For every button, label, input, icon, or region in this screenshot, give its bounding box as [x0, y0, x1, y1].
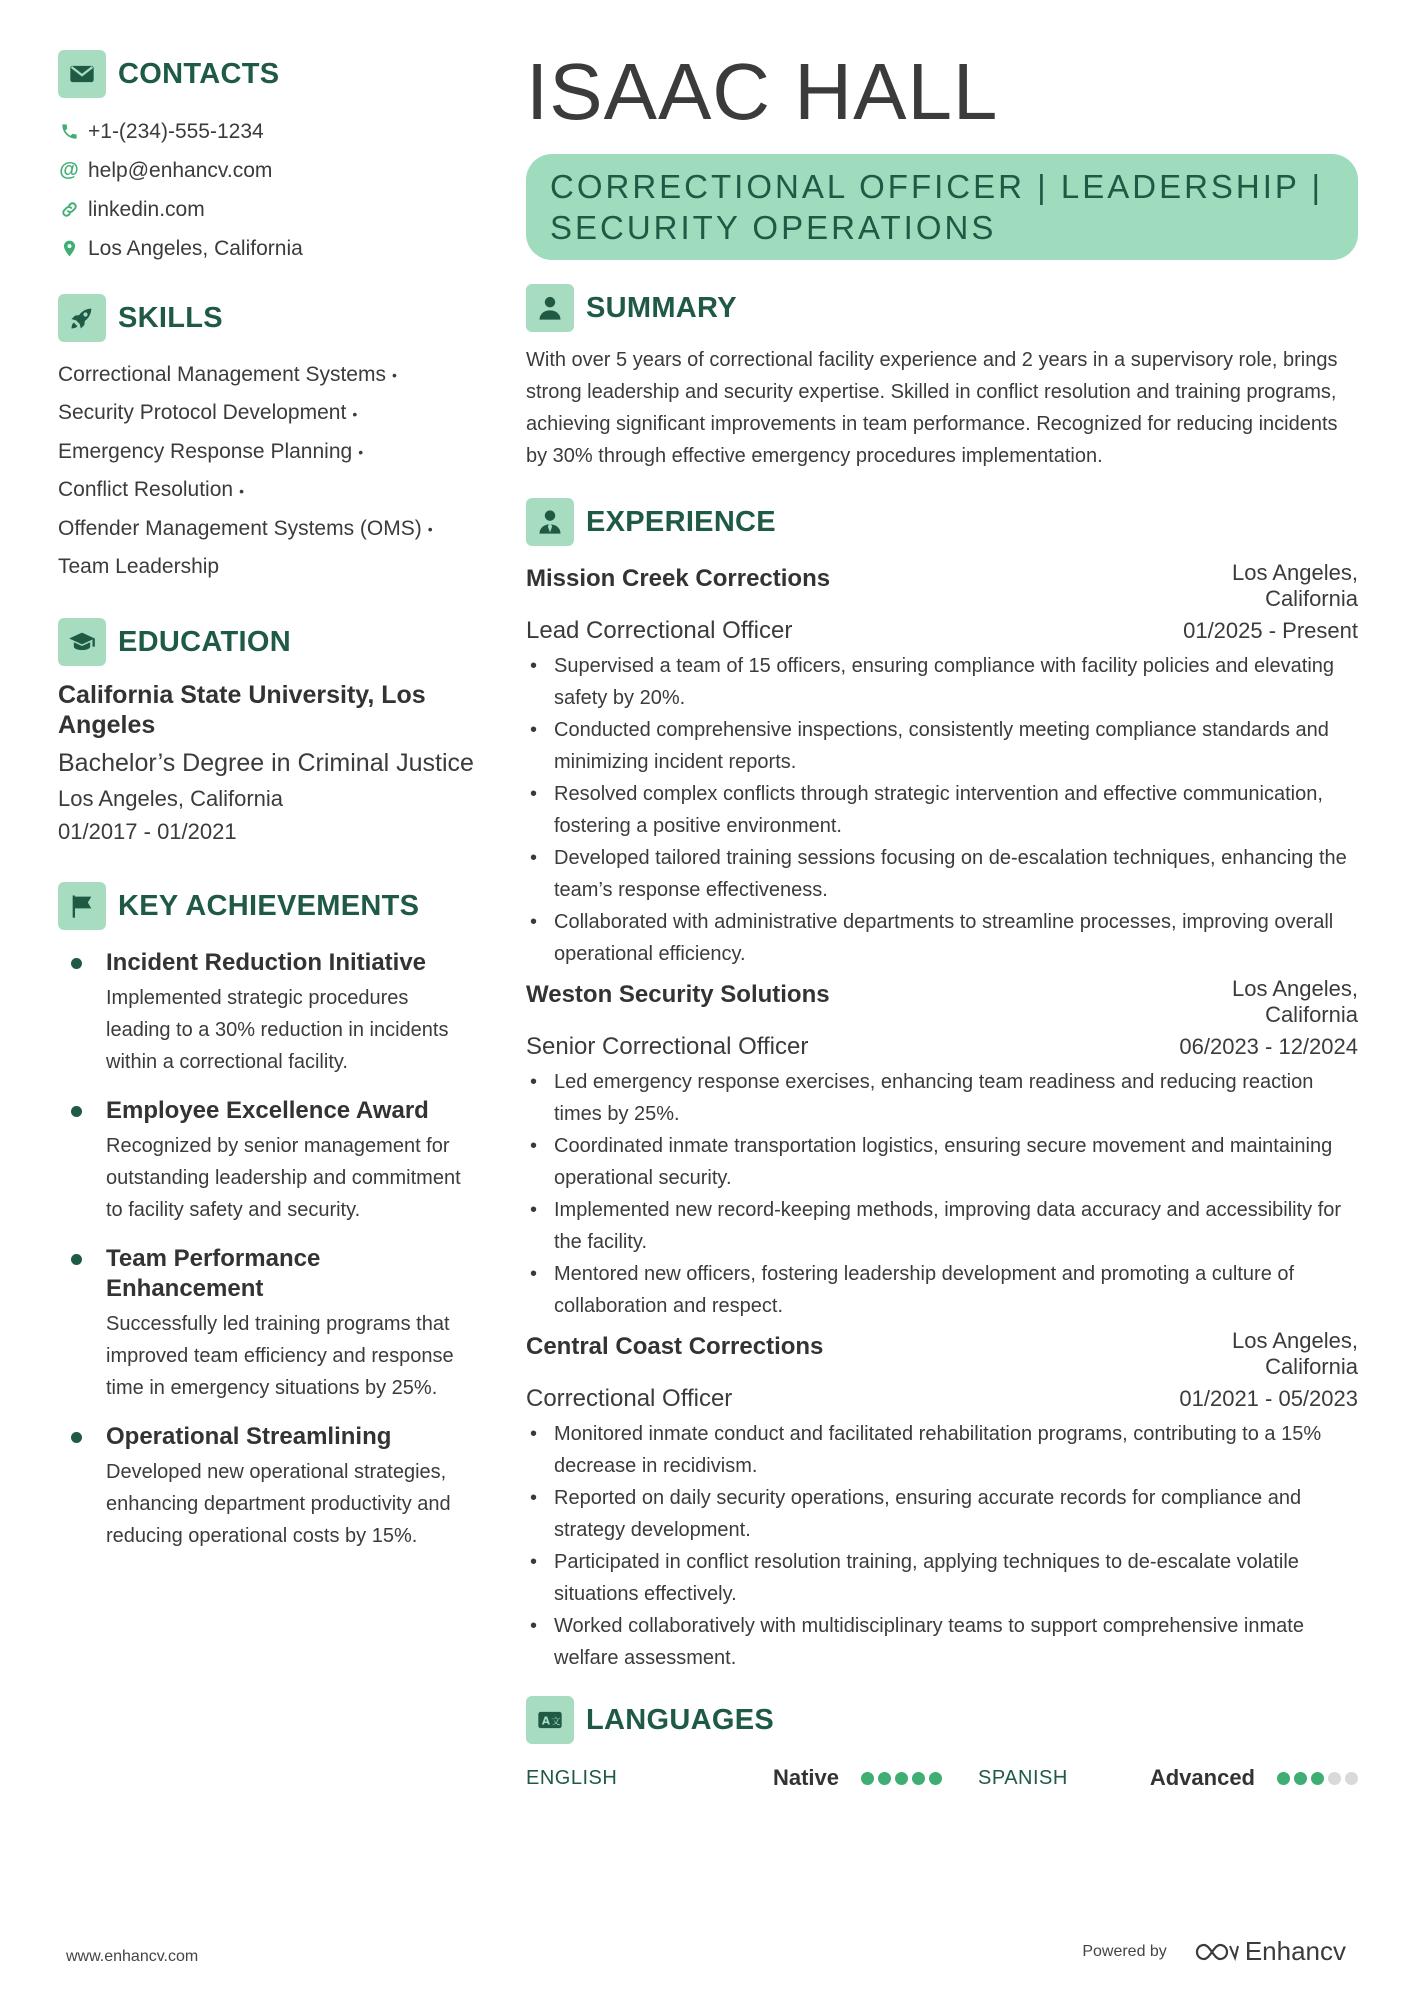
job-bullet: • Reported on daily security operations, ensuring accurate records for compliance and strategy development.: [526, 1482, 1358, 1546]
language-name: SPANISH: [978, 1766, 1068, 1789]
language-level: Native: [772, 1765, 839, 1790]
job-bullet: • Supervised a team of 15 officers, ensuring compliance with facility policies and elevating safety by 20%.: [526, 650, 1358, 714]
achievement-title: Operational Streamlining: [106, 1423, 392, 1451]
contact-location-text: Los Angeles, California: [88, 236, 303, 260]
education-school: California State University, Los Angeles: [58, 681, 426, 740]
footer-branding: [1082, 1936, 1346, 1967]
skill-item: Emergency Response Planning •: [58, 439, 364, 463]
bullet-icon: [71, 1254, 82, 1265]
rating-dot-filled: [878, 1772, 891, 1785]
job-bullet: • Collaborated with administrative departments to streamline processes, improving overall operational efficiency.: [526, 906, 1358, 970]
link-icon: [58, 199, 80, 221]
enhancv-logo[interactable]: [1193, 1936, 1346, 1967]
job-role: Lead Correctional Officer: [526, 617, 793, 644]
section-title: SUMMARY: [586, 291, 737, 324]
summary-header: [526, 284, 1358, 332]
achievement-title: Team Performance Enhancement: [106, 1245, 321, 1303]
bullet-icon: [71, 1106, 82, 1117]
skill-item: Correctional Management Systems •: [58, 363, 397, 386]
language-rating: [1273, 1772, 1358, 1785]
education-degree: Bachelor’s Degree in Criminal Justice: [58, 749, 474, 778]
map-pin-icon: [58, 238, 80, 260]
rating-dot-filled: [1311, 1772, 1324, 1785]
job-bullet: • Coordinated inmate transportation logistics, ensuring secure movement and maintaining operational security.: [526, 1130, 1358, 1194]
achievement-desc: Successfully led training programs that improved team efficiency and response time in emergency situations by 25%.: [106, 1313, 454, 1400]
job-dates: 06/2023 - 12/2024: [1179, 1034, 1358, 1059]
candidate-name: ISAAC HALL: [526, 47, 999, 136]
rating-dot-filled: [1277, 1772, 1290, 1785]
skill-item: Offender Management Systems (OMS) •: [58, 516, 433, 540]
contact-phone-text: +1-(234)-555-1234: [88, 119, 264, 143]
job-company: Mission Creek Corrections: [526, 565, 831, 592]
job-bullet: • Resolved complex conflicts through strategic intervention and effective communication, fostering a positive environment.: [526, 778, 1358, 842]
languages-header: [526, 1696, 1358, 1744]
job-title-line: CORRECTIONAL OFFICER | LEADERSHIP |: [550, 168, 1324, 205]
achievement-item: [58, 1422, 478, 1552]
achievement-title: Incident Reduction Initiative: [106, 949, 427, 977]
contact-phone[interactable]: [58, 112, 478, 151]
job-dates: 01/2021 - 05/2023: [1179, 1386, 1358, 1411]
education-header: [58, 618, 478, 666]
achievement-item: [58, 1244, 478, 1404]
skill-item: Team Leadership: [58, 555, 220, 579]
rating-dot-filled: [912, 1772, 925, 1785]
contacts-header: [58, 50, 478, 98]
job-bullet: • Participated in conflict resolution training, applying techniques to de-escalate volatile situations effectively.: [526, 1546, 1358, 1610]
contact-email[interactable]: [58, 151, 478, 190]
section-title: EXPERIENCE: [586, 505, 776, 538]
job-header-row: [526, 1328, 1358, 1380]
job-bullets: [526, 1066, 1358, 1322]
at-icon: @: [59, 159, 79, 181]
envelope-icon: [58, 50, 106, 98]
achievement-desc: Recognized by senior management for outstanding leadership and commitment to facility safety and security.: [106, 1135, 461, 1222]
contact-linkedin[interactable]: [58, 190, 478, 229]
enhancv-logo-icon: [1193, 1940, 1239, 1964]
language-level: Advanced: [1149, 1765, 1255, 1790]
languages-row: [526, 1758, 1358, 1798]
svg-text:文: 文: [551, 1716, 561, 1728]
user-tie-icon: [526, 498, 574, 546]
job-title-banner: [526, 154, 1358, 260]
job-bullet: • Mentored new officers, fostering leadership development and promoting a culture of collaboration and respect.: [526, 1258, 1358, 1322]
svg-text:A: A: [541, 1715, 550, 1728]
powered-by-label: Powered by: [1082, 1942, 1167, 1960]
section-title: CONTACTS: [118, 57, 280, 90]
achievement-desc: Implemented strategic procedures leading to a 30% reduction in incidents within a correctional facility.: [106, 987, 449, 1074]
phone-icon: [58, 121, 80, 143]
rating-dot-empty: [1328, 1772, 1341, 1785]
job-bullet: • Conducted comprehensive inspections, consistently meeting compliance standards and minimizing incident reports.: [526, 714, 1358, 778]
section-title: KEY ACHIEVEMENTS: [118, 889, 420, 922]
job-header-row: [526, 976, 1358, 1028]
job-location: Los Angeles, California: [1232, 560, 1358, 611]
education-entry: [58, 680, 478, 848]
job-bullet: • Implemented new record-keeping methods, improving data accuracy and accessibility for the facility.: [526, 1194, 1358, 1258]
job-role-row: [526, 616, 1358, 646]
achievement-item: [58, 948, 478, 1078]
experience-header: [526, 498, 1358, 546]
job-entry: [526, 1328, 1358, 1674]
contact-location: [58, 229, 478, 268]
user-icon: [526, 284, 574, 332]
rating-dot-empty: [1345, 1772, 1358, 1785]
achievement-item: [58, 1096, 478, 1226]
contact-linkedin-text: linkedin.com: [88, 197, 205, 221]
job-entry: [526, 976, 1358, 1322]
graduation-cap-icon: [58, 618, 106, 666]
job-dates: 01/2025 - Present: [1183, 618, 1358, 643]
achievements-header: [58, 882, 478, 930]
skills-list: [58, 356, 478, 586]
job-location: Los Angeles, California: [1232, 976, 1358, 1027]
right-column: [526, 47, 1358, 1798]
job-bullet: • Led emergency response exercises, enhancing team readiness and reducing reaction times by 25%.: [526, 1066, 1358, 1130]
language-name: ENGLISH: [526, 1766, 618, 1789]
contact-email-text: help@enhancv.com: [88, 158, 273, 182]
section-title: SKILLS: [118, 301, 223, 334]
rating-dot-filled: [895, 1772, 908, 1785]
job-entry: [526, 560, 1358, 970]
language-item: [526, 1765, 942, 1791]
summary-text: With over 5 years of correctional facility experience and 2 years in a supervisory role, brings strong leadership and security expertise. Skilled in conflict resolution and training programs, achieving significant improvements in team performance. Recognized for reducing incidents by 30% through effective emergency procedures implementation.: [526, 349, 1338, 467]
flag-icon: [58, 882, 106, 930]
rating-dot-filled: [1294, 1772, 1307, 1785]
job-bullets: [526, 650, 1358, 970]
job-bullet: • Monitored inmate conduct and facilitated rehabilitation programs, contributing to a 15% decrease in recidivism.: [526, 1418, 1358, 1482]
job-bullets: [526, 1418, 1358, 1674]
job-role: Correctional Officer: [526, 1385, 733, 1412]
translate-icon: [526, 1696, 574, 1744]
rating-dot-filled: [861, 1772, 874, 1785]
brand-name: Enhancv: [1244, 1936, 1346, 1966]
job-company: Weston Security Solutions: [526, 981, 830, 1008]
achievement-title: Employee Excellence Award: [106, 1097, 429, 1125]
job-role: Senior Correctional Officer: [526, 1033, 809, 1060]
education-dates: 01/2017 - 01/2021: [58, 819, 237, 845]
rating-dot-filled: [929, 1772, 942, 1785]
job-header-row: [526, 560, 1358, 612]
section-title: LANGUAGES: [586, 1703, 774, 1736]
left-column: [58, 50, 478, 1570]
job-company: Central Coast Corrections: [526, 1333, 824, 1360]
skills-header: [58, 294, 478, 342]
job-role-row: [526, 1032, 1358, 1062]
rocket-icon: [58, 294, 106, 342]
achievement-desc: Developed new operational strategies, enhancing department productivity and reducing operational costs by 15%.: [106, 1461, 451, 1548]
job-title-line: SECURITY OPERATIONS: [550, 209, 997, 246]
job-bullet: • Developed tailored training sessions focusing on de-escalation techniques, enhancing the team’s response effectiveness.: [526, 842, 1358, 906]
language-rating: [857, 1772, 942, 1785]
language-item: [942, 1765, 1358, 1791]
job-bullet: • Worked collaboratively with multidisciplinary teams to support comprehensive inmate welfare assessment.: [526, 1610, 1358, 1674]
job-location: Los Angeles, California: [1232, 1328, 1358, 1379]
education-location: Los Angeles, California: [58, 786, 284, 812]
section-title: EDUCATION: [118, 625, 291, 658]
skill-item: Security Protocol Development •: [58, 401, 358, 425]
bullet-icon: [71, 1432, 82, 1443]
footer-website[interactable]: www.enhancv.com: [66, 1948, 199, 1965]
bullet-icon: [71, 958, 82, 969]
job-role-row: [526, 1384, 1358, 1414]
skill-item: Conflict Resolution •: [58, 478, 244, 502]
